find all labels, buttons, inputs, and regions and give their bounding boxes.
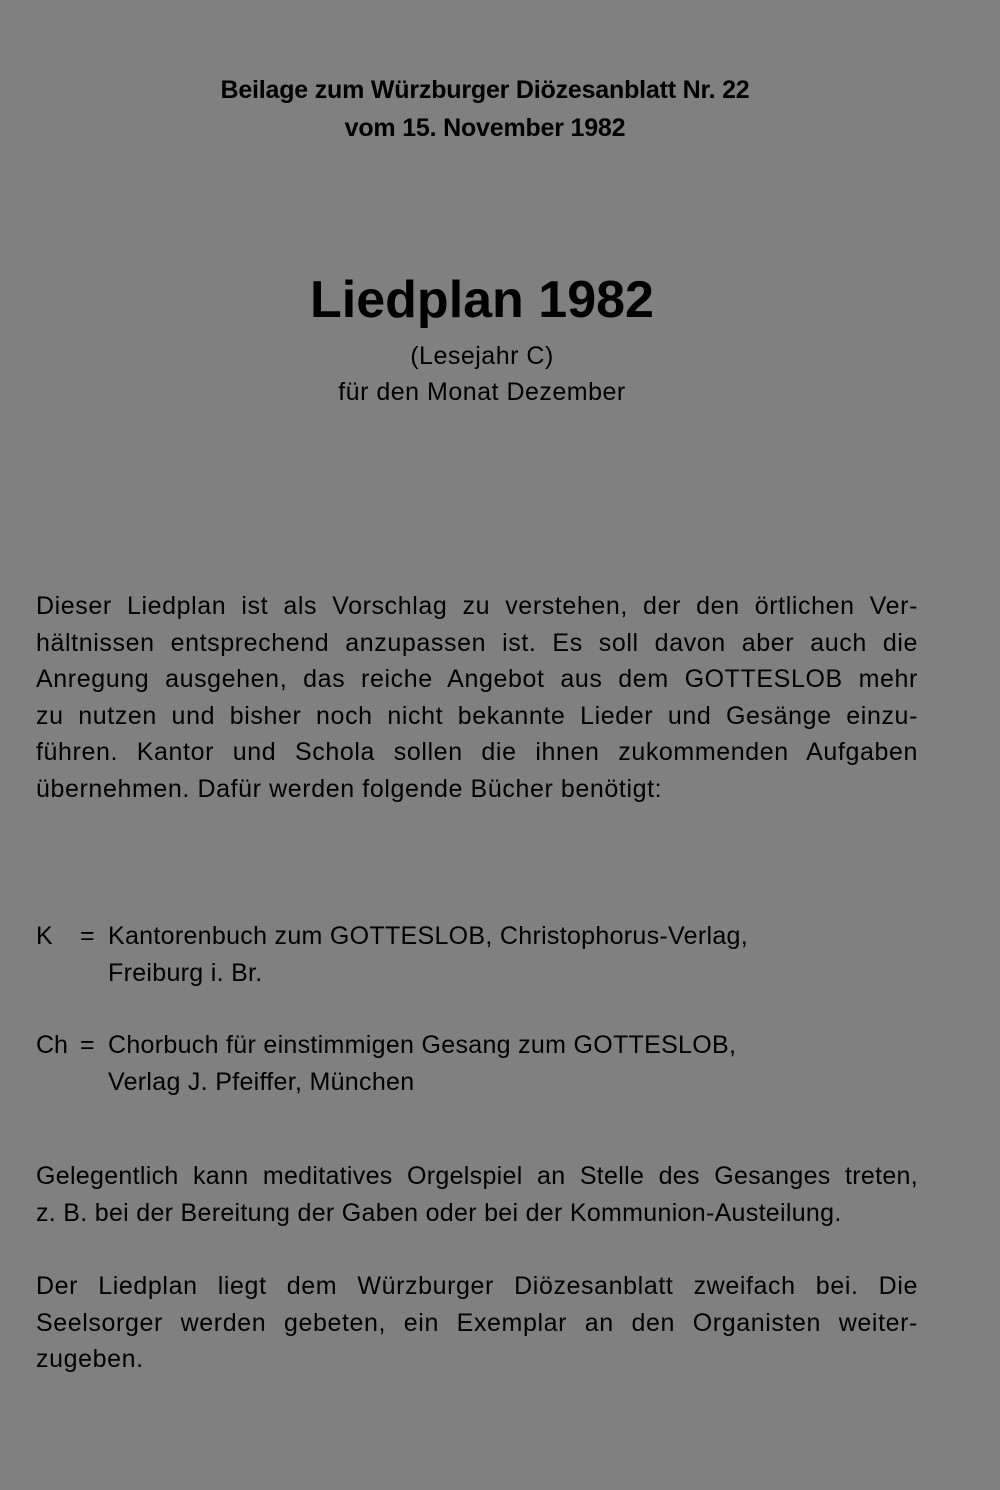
- distribution-note-paragraph: [36, 1268, 918, 1378]
- abbreviation-description-line: Kantorenbuch zum GOTTESLOB, Christophorus-Verlag,: [108, 922, 748, 950]
- abbreviation-description-line: Chorbuch für einstimmigen Gesang zum GOTTESLOB,: [108, 1031, 737, 1059]
- abbreviation-key: K: [36, 922, 53, 950]
- equals-sign: =: [80, 1031, 95, 1059]
- intro-line: führen. Kantor und Schola sollen die ihnen zukommenden Aufgaben: [36, 738, 918, 767]
- organ-note-paragraph: [36, 1158, 918, 1231]
- subtitle-month: für den Monat Dezember: [338, 378, 626, 406]
- abbreviation-description: [108, 918, 928, 991]
- distribution-note-line: zugeben.: [36, 1345, 144, 1374]
- intro-line: Dieser Liedplan ist als Vorschlag zu verstehen, der den örtlichen Ver-: [36, 592, 918, 620]
- organ-note-line: z. B. bei der Bereitung der Gaben oder bei der Kommunion-Austeilung.: [36, 1198, 842, 1227]
- subtitle-reading-year: (Lesejahr C): [410, 342, 554, 370]
- intro-line: Anregung ausgehen, das reiche Angebot aus dem GOTTESLOB mehr: [36, 665, 918, 694]
- intro-line: zu nutzen und bisher noch nicht bekannte Lieder und Gesänge einzu-: [36, 701, 918, 730]
- distribution-note-line: Seelsorger werden gebeten, ein Exemplar an den Organisten weiter-: [36, 1308, 918, 1337]
- abbreviation-key: Ch: [36, 1031, 68, 1059]
- abbreviation-description-line: Verlag J. Pfeiffer, München: [108, 1067, 415, 1096]
- abbreviation-description-line: Freiburg i. Br.: [108, 958, 263, 987]
- abbreviation-description: [108, 1027, 928, 1100]
- organ-note-line: Gelegentlich kann meditatives Orgelspiel an Stelle des Gesanges treten,: [36, 1162, 918, 1190]
- equals-sign: =: [80, 922, 95, 950]
- intro-line: hältnissen entsprechend anzupassen ist. Es soll davon aber auch die: [36, 628, 918, 657]
- page-title: Liedplan 1982: [310, 271, 654, 329]
- header-line-supplement: Beilage zum Würzburger Diözesanblatt Nr. 22: [220, 76, 750, 104]
- intro-paragraph: [36, 588, 918, 808]
- intro-line: übernehmen. Dafür werden folgende Bücher benötigt:: [36, 774, 663, 803]
- distribution-note-line: Der Liedplan liegt dem Würzburger Diözesanblatt zweifach bei. Die: [36, 1272, 918, 1300]
- header-line-date: vom 15. November 1982: [344, 114, 626, 142]
